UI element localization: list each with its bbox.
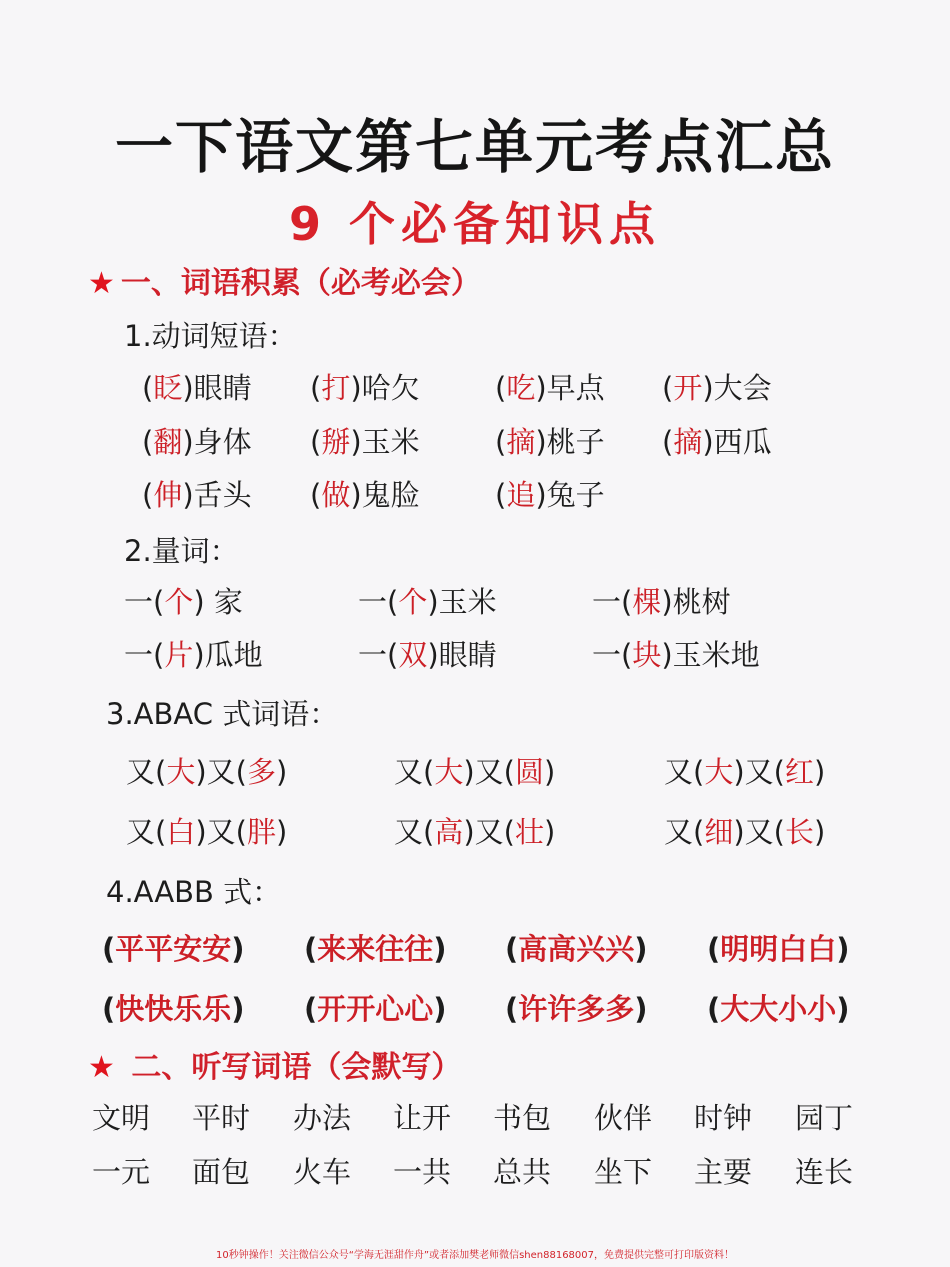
dictation-word: 园丁 — [795, 1101, 854, 1135]
abac-item — [664, 810, 825, 851]
phrase-text: 一( — [358, 638, 399, 672]
verbs-item — [310, 473, 420, 514]
verbs-item — [142, 420, 252, 461]
answer-text: 长 — [784, 815, 814, 849]
phrase-text: ) — [836, 992, 850, 1026]
section2-heading — [88, 1042, 461, 1086]
dictation-word: 面包 — [192, 1155, 251, 1189]
phrase-text: )玉米 — [427, 585, 497, 619]
phrase-text: ( — [304, 992, 318, 1026]
phrase-text: )又( — [463, 815, 515, 849]
answer-text: 个 — [164, 585, 194, 619]
answer-text: 翻 — [153, 425, 183, 459]
abac-item — [126, 750, 287, 791]
answer-text: 摘 — [506, 425, 536, 459]
phrase-text: ) — [433, 932, 447, 966]
phrase-text: 一( — [592, 585, 633, 619]
phrase-text: )又( — [195, 815, 247, 849]
answer-text: 明明白白 — [720, 932, 837, 966]
answer-text: 摘 — [673, 425, 703, 459]
phrase-text: 又( — [394, 755, 435, 789]
phrase-text: )兔子 — [535, 478, 605, 512]
footer-note: 10秒钟操作！关注微信公众号“学海无涯甜作舟”或者添加樊老师微信shen88168007，免费提供完整可打印版资料！ — [215, 1250, 735, 1261]
answer-text: 伸 — [153, 478, 183, 512]
answer-text: 开 — [673, 371, 703, 405]
answer-text: 做 — [321, 478, 351, 512]
answer-text: 许许多多 — [518, 992, 635, 1026]
answer-text: 壮 — [514, 815, 544, 849]
abac-row — [0, 750, 950, 794]
aabb-item — [304, 927, 447, 968]
phrase-text: ( — [142, 478, 154, 512]
verbs-label: 1.动词短语： — [124, 319, 297, 353]
dictation-word: 连长 — [795, 1155, 854, 1189]
verbs-item — [310, 420, 420, 461]
phrase-text: )又( — [733, 815, 785, 849]
answer-text: 片 — [164, 638, 194, 672]
aabb-item — [304, 987, 447, 1028]
phrase-text: 又( — [126, 815, 167, 849]
dictation-word: 伙伴 — [594, 1101, 653, 1135]
dictation-word: 一共 — [393, 1155, 452, 1189]
phrase-text: ) — [544, 755, 556, 789]
dictation-word: 主要 — [694, 1155, 753, 1189]
verbs-item — [662, 366, 772, 407]
answer-text: 打 — [321, 371, 351, 405]
dictation-word: 火车 — [293, 1155, 352, 1189]
phrase-text: )大会 — [702, 371, 772, 405]
phrase-text: ( — [102, 932, 116, 966]
phrase-text: ( — [505, 932, 519, 966]
aabb-item — [102, 927, 245, 968]
phrase-text: ( — [707, 992, 721, 1026]
answer-text: 掰 — [321, 425, 351, 459]
answer-text: 块 — [632, 638, 662, 672]
abac-item — [394, 750, 555, 791]
answer-text: 白 — [166, 815, 196, 849]
answer-text: 红 — [784, 755, 814, 789]
aabb-item — [707, 927, 850, 968]
phrase-text: 一( — [358, 585, 399, 619]
verbs-item — [495, 366, 605, 407]
page-title: 一下语文第七单元考点汇总 — [114, 113, 835, 181]
answer-text: 平平安安 — [115, 932, 232, 966]
answer-text: 高高兴兴 — [518, 932, 635, 966]
aabb-item — [707, 987, 850, 1028]
verbs-row — [0, 420, 950, 464]
abac-item — [394, 810, 555, 851]
measure-item — [358, 580, 497, 621]
phrase-text: ( — [662, 425, 674, 459]
answer-text: 吃 — [506, 371, 536, 405]
dictation-word: 总共 — [493, 1155, 552, 1189]
section1-heading-text: 一、词语积累（必考必会） — [120, 266, 481, 301]
phrase-text: ( — [310, 425, 322, 459]
verbs-row — [0, 366, 950, 410]
phrase-text: ( — [310, 371, 322, 405]
answer-text: 快快乐乐 — [115, 992, 232, 1026]
phrase-text: ( — [707, 932, 721, 966]
phrase-text: ) — [836, 932, 850, 966]
measure-item — [124, 633, 263, 674]
phrase-text: ( — [142, 425, 154, 459]
answer-text: 大 — [166, 755, 196, 789]
verbs-item — [142, 473, 252, 514]
verbs-item — [495, 473, 605, 514]
measure-item — [358, 633, 497, 674]
answer-text: 个 — [398, 585, 428, 619]
phrase-text: ( — [495, 371, 507, 405]
aabb-row — [0, 987, 950, 1031]
answer-text: 多 — [246, 755, 276, 789]
phrase-text: )眼睛 — [427, 638, 497, 672]
phrase-text: )玉米地 — [661, 638, 760, 672]
aabb-item — [102, 987, 245, 1028]
phrase-text: ( — [310, 478, 322, 512]
answer-text: 开开心心 — [317, 992, 434, 1026]
phrase-text: ) — [231, 932, 245, 966]
answer-text: 高 — [434, 815, 464, 849]
phrase-text: ) 家 — [193, 585, 243, 619]
dictation-word: 让开 — [393, 1101, 452, 1135]
phrase-text: )又( — [195, 755, 247, 789]
verbs-item — [495, 420, 605, 461]
phrase-text: )又( — [463, 755, 515, 789]
answer-text: 圆 — [514, 755, 544, 789]
phrase-text: 又( — [394, 815, 435, 849]
abac-label: 3.ABAC 式词语： — [106, 697, 339, 731]
phrase-text: )眼睛 — [182, 371, 252, 405]
answer-text: 追 — [506, 478, 536, 512]
measure-row — [0, 633, 950, 677]
answer-text: 双 — [398, 638, 428, 672]
aabb-item — [505, 987, 648, 1028]
abac-item — [664, 750, 825, 791]
phrase-text: ( — [505, 992, 519, 1026]
measure-row — [0, 580, 950, 624]
aabb-label: 4.AABB 式： — [106, 875, 282, 909]
phrase-text: ) — [634, 932, 648, 966]
dictation-word: 文明 — [92, 1101, 151, 1135]
phrase-text: )西瓜 — [702, 425, 772, 459]
star-icon: ★ — [88, 266, 115, 301]
dictation-row — [0, 1150, 950, 1194]
phrase-text: 一( — [592, 638, 633, 672]
measure-label: 2.量词： — [124, 534, 239, 568]
phrase-text: ( — [662, 371, 674, 405]
phrase-text: 一( — [124, 638, 165, 672]
phrase-text: )身体 — [182, 425, 252, 459]
phrase-text: )哈欠 — [350, 371, 420, 405]
answer-text: 眨 — [153, 371, 183, 405]
section2-heading-text: 二、听写词语（会默写） — [120, 1050, 462, 1085]
page-subtitle: 9 个必备知识点 — [288, 197, 662, 251]
phrase-text: ) — [814, 815, 826, 849]
verbs-item — [310, 366, 420, 407]
phrase-text: )桃树 — [661, 585, 731, 619]
phrase-text: )玉米 — [350, 425, 420, 459]
phrase-text: ) — [433, 992, 447, 1026]
aabb-item — [505, 927, 648, 968]
answer-text: 来来往往 — [317, 932, 434, 966]
dictation-word: 时钟 — [694, 1101, 753, 1135]
star-icon: ★ — [88, 1050, 115, 1085]
measure-item — [124, 580, 243, 621]
phrase-text: ) — [814, 755, 826, 789]
phrase-text: ) — [276, 755, 288, 789]
verbs-item — [662, 420, 772, 461]
aabb-row — [0, 927, 950, 971]
dictation-word: 一元 — [92, 1155, 151, 1189]
phrase-text: )鬼脸 — [350, 478, 420, 512]
abac-row — [0, 810, 950, 854]
dictation-word: 书包 — [493, 1101, 552, 1135]
phrase-text: ( — [304, 932, 318, 966]
answer-text: 大 — [434, 755, 464, 789]
abac-item — [126, 810, 287, 851]
phrase-text: ) — [231, 992, 245, 1026]
verbs-row — [0, 473, 950, 517]
phrase-text: 又( — [664, 815, 705, 849]
phrase-text: ) — [634, 992, 648, 1026]
phrase-text: ) — [544, 815, 556, 849]
phrase-text: ) — [276, 815, 288, 849]
verbs-item — [142, 366, 252, 407]
phrase-text: ( — [495, 425, 507, 459]
phrase-text: )桃子 — [535, 425, 605, 459]
answer-text: 大大小小 — [720, 992, 837, 1026]
phrase-text: ( — [142, 371, 154, 405]
dictation-word: 平时 — [192, 1101, 251, 1135]
phrase-text: 一( — [124, 585, 165, 619]
measure-item — [592, 580, 731, 621]
phrase-text: )又( — [733, 755, 785, 789]
section1-heading — [88, 258, 481, 302]
dictation-row — [0, 1096, 950, 1140]
dictation-word: 坐下 — [594, 1155, 653, 1189]
phrase-text: )早点 — [535, 371, 605, 405]
answer-text: 细 — [704, 815, 734, 849]
phrase-text: )瓜地 — [193, 638, 263, 672]
answer-text: 棵 — [632, 585, 662, 619]
answer-text: 胖 — [246, 815, 276, 849]
phrase-text: ( — [495, 478, 507, 512]
answer-text: 大 — [704, 755, 734, 789]
dictation-word: 办法 — [293, 1101, 352, 1135]
phrase-text: ( — [102, 992, 116, 1026]
phrase-text: 又( — [126, 755, 167, 789]
measure-item — [592, 633, 760, 674]
phrase-text: )舌头 — [182, 478, 252, 512]
phrase-text: 又( — [664, 755, 705, 789]
